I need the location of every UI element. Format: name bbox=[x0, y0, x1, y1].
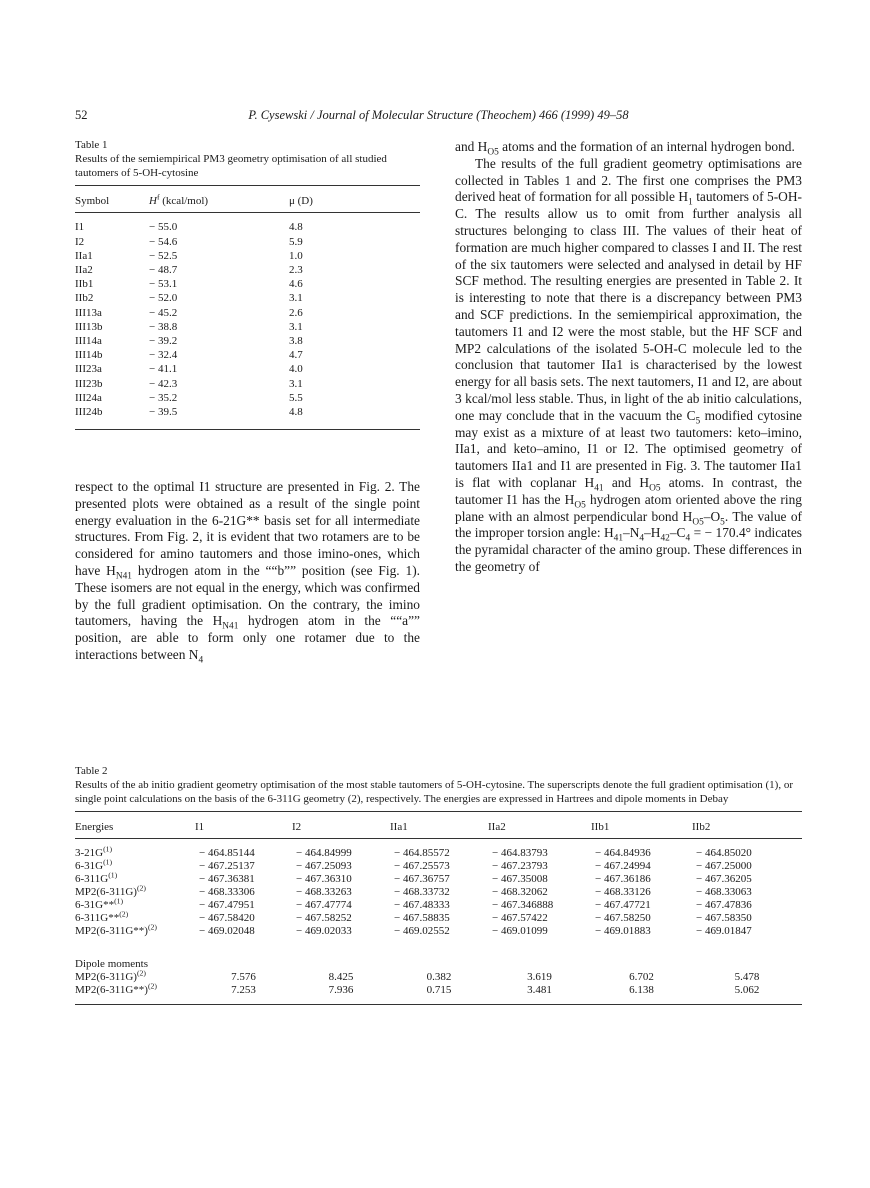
table-2-caption-text: Results of the ab initio gradient geometry optimisation of the most stable tautomers of 5-OH-cytosine. The superscripts denote the full gradient optimisation (1), or single point calculations on the basis of the 6-311G geometry (2), respectively. The energies are expressed in Hartrees and dipole moments in Debay bbox=[75, 778, 794, 805]
cell-heat-of-formation: − 32.4 bbox=[149, 349, 178, 362]
basis-superscript: (1) bbox=[103, 857, 113, 867]
cell-dipole: 7.936 bbox=[328, 983, 354, 996]
table-row bbox=[75, 899, 802, 912]
left-column bbox=[75, 479, 420, 664]
cell-symbol: III24a bbox=[75, 391, 102, 404]
header-tautomer: I1 bbox=[195, 812, 292, 839]
table-row bbox=[75, 213, 420, 235]
cell-basis-set bbox=[75, 967, 195, 984]
basis-superscript: (1) bbox=[114, 896, 124, 906]
header-tautomer: I2 bbox=[292, 812, 390, 839]
basis-superscript: (2) bbox=[119, 909, 129, 919]
cell-dipole: 2.3 bbox=[289, 264, 303, 276]
table-row bbox=[75, 377, 420, 391]
cell-energy: − 467.58252 bbox=[296, 911, 352, 924]
left-paragraph-1 bbox=[75, 479, 420, 664]
cell-energy: − 468.33126 bbox=[595, 886, 651, 899]
cell-symbol: III24b bbox=[75, 406, 103, 419]
page-number: 52 bbox=[75, 108, 88, 122]
cell-heat-of-formation: − 38.8 bbox=[149, 320, 178, 333]
cell-dipole: 6.138 bbox=[629, 983, 654, 996]
cell-energy: − 467.47836 bbox=[696, 899, 752, 912]
cell-dipole: 3.1 bbox=[289, 292, 303, 305]
table-2-label: Table 2 bbox=[75, 765, 108, 777]
dipole-heading: Dipole moments bbox=[75, 957, 149, 970]
cell-symbol: III13a bbox=[75, 306, 102, 319]
cell-energy: − 467.36381 bbox=[199, 873, 255, 886]
page-header bbox=[75, 108, 802, 124]
cell-energy: − 467.47951 bbox=[199, 899, 255, 912]
table-row bbox=[75, 334, 420, 348]
cell-energy: − 467.35008 bbox=[492, 873, 548, 886]
cell-basis-set bbox=[75, 909, 195, 925]
text-run: atoms. In contrast, the tautomer I1 has the H bbox=[455, 474, 802, 507]
cell-dipole: 3.8 bbox=[289, 335, 303, 348]
cell-dipole: 6.702 bbox=[629, 970, 654, 983]
subscript: 1 bbox=[688, 198, 693, 209]
table-1-grid bbox=[75, 185, 420, 430]
cell-energy: − 467.36310 bbox=[296, 873, 352, 886]
cell-energy: − 467.58350 bbox=[696, 911, 752, 924]
cell-dipole: 4.6 bbox=[289, 278, 303, 291]
table-row bbox=[75, 405, 420, 430]
cell-energy: − 467.47721 bbox=[595, 899, 651, 912]
text-run: and H bbox=[603, 474, 650, 490]
cell-energy: − 468.33732 bbox=[394, 886, 450, 899]
cell-energy: − 467.23793 bbox=[492, 860, 548, 873]
table-row bbox=[75, 263, 420, 277]
cell-energy: − 468.32062 bbox=[492, 886, 548, 899]
cell-heat-of-formation: − 54.6 bbox=[149, 235, 178, 248]
subscript: 4 bbox=[639, 534, 645, 544]
cell-energy: − 469.01883 bbox=[595, 924, 651, 937]
table-row bbox=[75, 306, 420, 320]
cell-basis-set bbox=[75, 839, 195, 860]
text-run: . The value of the improper torsion angle: H bbox=[455, 508, 802, 541]
cell-energy: − 467.25093 bbox=[296, 860, 352, 873]
cell-energy: − 467.36757 bbox=[394, 873, 450, 886]
cell-energy: − 467.58420 bbox=[199, 911, 255, 924]
cell-heat-of-formation: − 52.5 bbox=[149, 249, 178, 262]
table-row bbox=[75, 873, 802, 886]
basis-name: 3-21G bbox=[75, 847, 104, 860]
text-run: –H bbox=[644, 525, 661, 541]
text-run: hydrogen atom in the ““a”” position, are able to form only one rotamer due to the interactions between N bbox=[75, 613, 420, 662]
table-2-header-row bbox=[75, 812, 802, 839]
cell-dipole: 7.253 bbox=[231, 983, 256, 996]
cell-symbol: III14a bbox=[75, 335, 102, 348]
basis-name: 6-311G** bbox=[75, 911, 120, 924]
basis-name: 6-31G bbox=[75, 860, 104, 873]
table-2-grid bbox=[75, 811, 802, 1005]
text-run: –C bbox=[669, 525, 686, 541]
table-row bbox=[75, 277, 420, 291]
cell-dipole: 0.715 bbox=[426, 983, 452, 996]
cell-dipole: 5.9 bbox=[289, 235, 303, 248]
cell-energy: − 468.33306 bbox=[199, 886, 255, 899]
cell-energy: − 467.24994 bbox=[595, 860, 651, 873]
cell-basis-set bbox=[75, 980, 195, 1005]
header-tautomer: IIa1 bbox=[390, 812, 488, 839]
cell-symbol: I2 bbox=[75, 235, 85, 248]
subscript: O5 bbox=[487, 147, 499, 158]
cell-dipole: 4.7 bbox=[289, 349, 303, 362]
table-row bbox=[75, 362, 420, 376]
subscript: O5 bbox=[692, 517, 704, 528]
cell-symbol: III13b bbox=[75, 320, 103, 333]
table-1-body bbox=[75, 213, 420, 430]
basis-superscript: (1) bbox=[108, 870, 118, 880]
cell-heat-of-formation: − 35.2 bbox=[149, 391, 178, 404]
cell-dipole: 5.5 bbox=[289, 391, 303, 404]
text-run: respect to the optimal I1 structure are presented in Fig. 2. The presented plots were obtained as a result of the single point energy evaluation in the 6-21G** basis set for all intermediate structures. From Fig. 2, it is evident that two rotamers are to be considered for amino tautomers and those imino-ones, which have H bbox=[75, 479, 420, 578]
cell-heat-of-formation: − 39.5 bbox=[149, 406, 178, 419]
subscript: 4 bbox=[198, 655, 204, 666]
cell-heat-of-formation: − 39.2 bbox=[149, 335, 178, 348]
cell-basis-set bbox=[75, 922, 195, 938]
cell-dipole: 3.481 bbox=[527, 983, 552, 996]
text-run: –O bbox=[703, 508, 721, 524]
cell-dipole: 4.8 bbox=[289, 406, 303, 419]
cell-symbol: IIb2 bbox=[75, 292, 94, 305]
cell-energy: − 467.58835 bbox=[394, 911, 450, 924]
cell-energy: − 468.33263 bbox=[296, 886, 352, 899]
cell-symbol: I1 bbox=[75, 221, 85, 234]
basis-superscript: (2) bbox=[147, 922, 157, 932]
table-row bbox=[75, 886, 802, 899]
cell-energy: − 464.84999 bbox=[296, 847, 352, 860]
cell-symbol: IIa2 bbox=[75, 264, 93, 276]
header-hf-unit: (kcal/mol) bbox=[159, 195, 209, 208]
table-2-body bbox=[75, 839, 802, 1005]
subscript: N41 bbox=[115, 571, 132, 582]
cell-energy: − 467.47774 bbox=[296, 899, 352, 912]
table-2 bbox=[75, 765, 802, 1005]
cell-energy: − 467.25573 bbox=[394, 860, 450, 873]
cell-dipole: 1.0 bbox=[289, 249, 303, 262]
table-row bbox=[75, 235, 420, 249]
text-run: = − 170.4° indicates the pyramidal character of the amino group. These differences in the geometry of bbox=[455, 525, 803, 574]
table-row bbox=[75, 391, 420, 405]
cell-heat-of-formation: − 42.3 bbox=[149, 377, 178, 390]
cell-dipole: 3.1 bbox=[289, 320, 303, 333]
cell-symbol: III23b bbox=[75, 377, 103, 390]
table-row bbox=[75, 925, 802, 938]
basis-superscript: (2) bbox=[136, 967, 146, 977]
cell-symbol: III23a bbox=[75, 363, 102, 376]
subscript: 5 bbox=[695, 416, 701, 427]
subscript: 41 bbox=[613, 534, 624, 544]
header-heat-of-formation bbox=[149, 186, 289, 213]
header-hf-main: H bbox=[149, 195, 157, 208]
cell-energy: − 469.02033 bbox=[296, 924, 352, 937]
cell-dipole: 8.425 bbox=[328, 970, 354, 983]
cell-heat-of-formation: − 45.2 bbox=[149, 306, 178, 319]
table-row bbox=[75, 348, 420, 362]
table-row bbox=[75, 839, 802, 860]
basis-superscript: (1) bbox=[103, 844, 113, 854]
running-head: P. Cysewski / Journal of Molecular Structure (Theochem) 466 (1999) 49–58 bbox=[248, 108, 629, 122]
cell-dipole: 7.576 bbox=[231, 970, 256, 983]
dipole-heading-row bbox=[75, 938, 802, 971]
basis-name: MP2(6-311G) bbox=[75, 970, 137, 983]
cell-symbol: IIb1 bbox=[75, 278, 94, 291]
basis-name: MP2(6-311G) bbox=[75, 886, 137, 899]
table-1-header-row bbox=[75, 186, 420, 213]
basis-superscript: (2) bbox=[136, 883, 146, 893]
table-1-caption bbox=[75, 139, 420, 180]
cell-dipole: 0.382 bbox=[426, 970, 452, 983]
cell-energy: − 468.33063 bbox=[696, 886, 752, 899]
right-column bbox=[455, 139, 802, 576]
header-dipole: μ (D) bbox=[289, 186, 420, 213]
subscript: 5 bbox=[720, 517, 725, 528]
cell-dipole: 2.6 bbox=[289, 306, 303, 319]
table-row bbox=[75, 912, 802, 925]
header-tautomer: IIb1 bbox=[591, 812, 692, 839]
table-row bbox=[75, 971, 802, 984]
cell-energy: − 467.48333 bbox=[394, 899, 450, 912]
basis-superscript: (2) bbox=[147, 980, 157, 990]
cell-energy: − 467.57422 bbox=[492, 911, 548, 924]
basis-name: MP2(6-311G**) bbox=[75, 983, 148, 996]
text-run: hydrogen atom oriented above the ring plane with an almost perpendicular bond H bbox=[455, 491, 802, 524]
text-run: –N bbox=[623, 525, 640, 541]
text-run: and H bbox=[455, 139, 488, 154]
cell-dipole: 4.8 bbox=[289, 221, 303, 234]
cell-energy: − 464.85572 bbox=[394, 847, 450, 860]
cell-basis-set bbox=[75, 870, 195, 886]
subscript: O5 bbox=[574, 500, 586, 511]
cell-energy: − 469.02552 bbox=[394, 924, 450, 937]
table-row bbox=[75, 320, 420, 334]
cell-heat-of-formation: − 55.0 bbox=[149, 221, 178, 234]
cell-dipole: 3.619 bbox=[527, 970, 552, 983]
header-tautomer: IIa2 bbox=[488, 812, 591, 839]
cell-energy: − 467.36205 bbox=[696, 873, 752, 886]
cell-energy: − 467.36186 bbox=[595, 873, 651, 886]
cell-heat-of-formation: − 41.1 bbox=[149, 363, 178, 376]
cell-heat-of-formation: − 52.0 bbox=[149, 292, 178, 305]
basis-name: 6-31G** bbox=[75, 899, 115, 912]
table-1-label: Table 1 bbox=[75, 139, 108, 151]
cell-heat-of-formation: − 53.1 bbox=[149, 278, 178, 291]
table-row bbox=[75, 984, 802, 1005]
cell-energy: − 467.346888 bbox=[492, 899, 554, 912]
table-row bbox=[75, 249, 420, 263]
text-run: hydrogen atom in the ““b”” position (see Fig. 1). These isomers are not equal in the energy, which was confirmed by the full gradient optimisation. On the contrary, the imino tautomers, having the H bbox=[75, 562, 420, 629]
cell-energy: − 464.85020 bbox=[696, 847, 752, 860]
table-2-caption bbox=[75, 765, 802, 806]
cell-dipole: 3.1 bbox=[289, 377, 303, 390]
cell-basis-set bbox=[75, 883, 195, 899]
table-row bbox=[75, 860, 802, 873]
text-run: atoms and the formation of an internal hydrogen bond. bbox=[498, 139, 795, 154]
cell-energy: − 467.25000 bbox=[696, 860, 752, 873]
header-hf-sup: f bbox=[156, 192, 160, 202]
subscript: N41 bbox=[222, 622, 239, 633]
cell-energy: − 464.83793 bbox=[492, 847, 548, 860]
cell-energy: − 467.58250 bbox=[595, 911, 651, 924]
cell-energy: − 467.25137 bbox=[199, 860, 255, 873]
cell-dipole: 5.478 bbox=[734, 970, 760, 983]
subscript: 41 bbox=[594, 483, 604, 494]
cell-energy: − 469.02048 bbox=[199, 924, 255, 937]
cell-dipole: 5.062 bbox=[734, 983, 760, 996]
cell-dipole: 4.0 bbox=[289, 363, 303, 376]
cell-energy: − 464.85144 bbox=[199, 847, 255, 860]
subscript: O5 bbox=[649, 483, 661, 494]
text-run: tautomers of 5-OH-C. The results allow us to omit from further analysis all structures belonging to class III. The values of their heat of formation are much higher compared to classes I and II. The rest of the six tautomers were selected and analysed in detail by HF SCF method. The resulting energies are presented in Table 2. It is interesting to note that there is a discrepancy between PM3 and SCF predictions. In the semiempirical approximation, the tautomers I1 and I2 were the most stable, but the HF SCF and MP2 calculations of the isolated 5-OH-C molecule led to the conclusion that tautomer IIa1 is characterised by the lowest energy for all basis sets. The next tautomers, I1 and I2, are about 3 kcal/mol less stable. Thus, in light of the ab initio calculations, one may conclude that in the vacuum the C bbox=[455, 189, 802, 423]
header-tautomer: IIb2 bbox=[692, 812, 802, 839]
basis-name: 6-311G bbox=[75, 873, 109, 886]
subscript: 4 bbox=[685, 534, 691, 544]
right-paragraph-2 bbox=[455, 156, 802, 576]
subscript: 42 bbox=[660, 534, 670, 544]
basis-name: MP2(6-311G**) bbox=[75, 924, 148, 937]
text-run: The results of the full gradient geometry optimisations are collected in Tables 1 and 2. The first one comprises the PM3 derived heat of formation for all possible H bbox=[455, 155, 802, 205]
cell-energy: − 469.01847 bbox=[696, 924, 752, 937]
cell-heat-of-formation: − 48.7 bbox=[149, 264, 178, 276]
header-energies: Energies bbox=[75, 812, 195, 839]
cell-symbol: IIa1 bbox=[75, 249, 93, 262]
cell-basis-set bbox=[75, 857, 195, 873]
right-paragraph-1 bbox=[455, 139, 802, 156]
cell-symbol: III14b bbox=[75, 349, 103, 362]
cell-energy: − 469.01099 bbox=[492, 924, 548, 937]
table-1 bbox=[75, 139, 420, 430]
cell-energy: − 464.84936 bbox=[595, 847, 651, 860]
table-row bbox=[75, 291, 420, 305]
header-symbol: Symbol bbox=[75, 186, 149, 213]
cell-basis-set bbox=[75, 896, 195, 912]
text-run: modified cytosine may exist as a mixture of at least two tautomers: keto–imino, IIa1, and keto–amino, I1 or I2. The optimised geometry of tautomers IIa1 and I1 are presented in Fig. 3. The tautomer IIa1 is flat with coplanar H bbox=[455, 407, 802, 490]
table-1-caption-text: Results of the semiempirical PM3 geometry optimisation of all studied tautomers of 5-OH-cytosine bbox=[75, 152, 387, 179]
